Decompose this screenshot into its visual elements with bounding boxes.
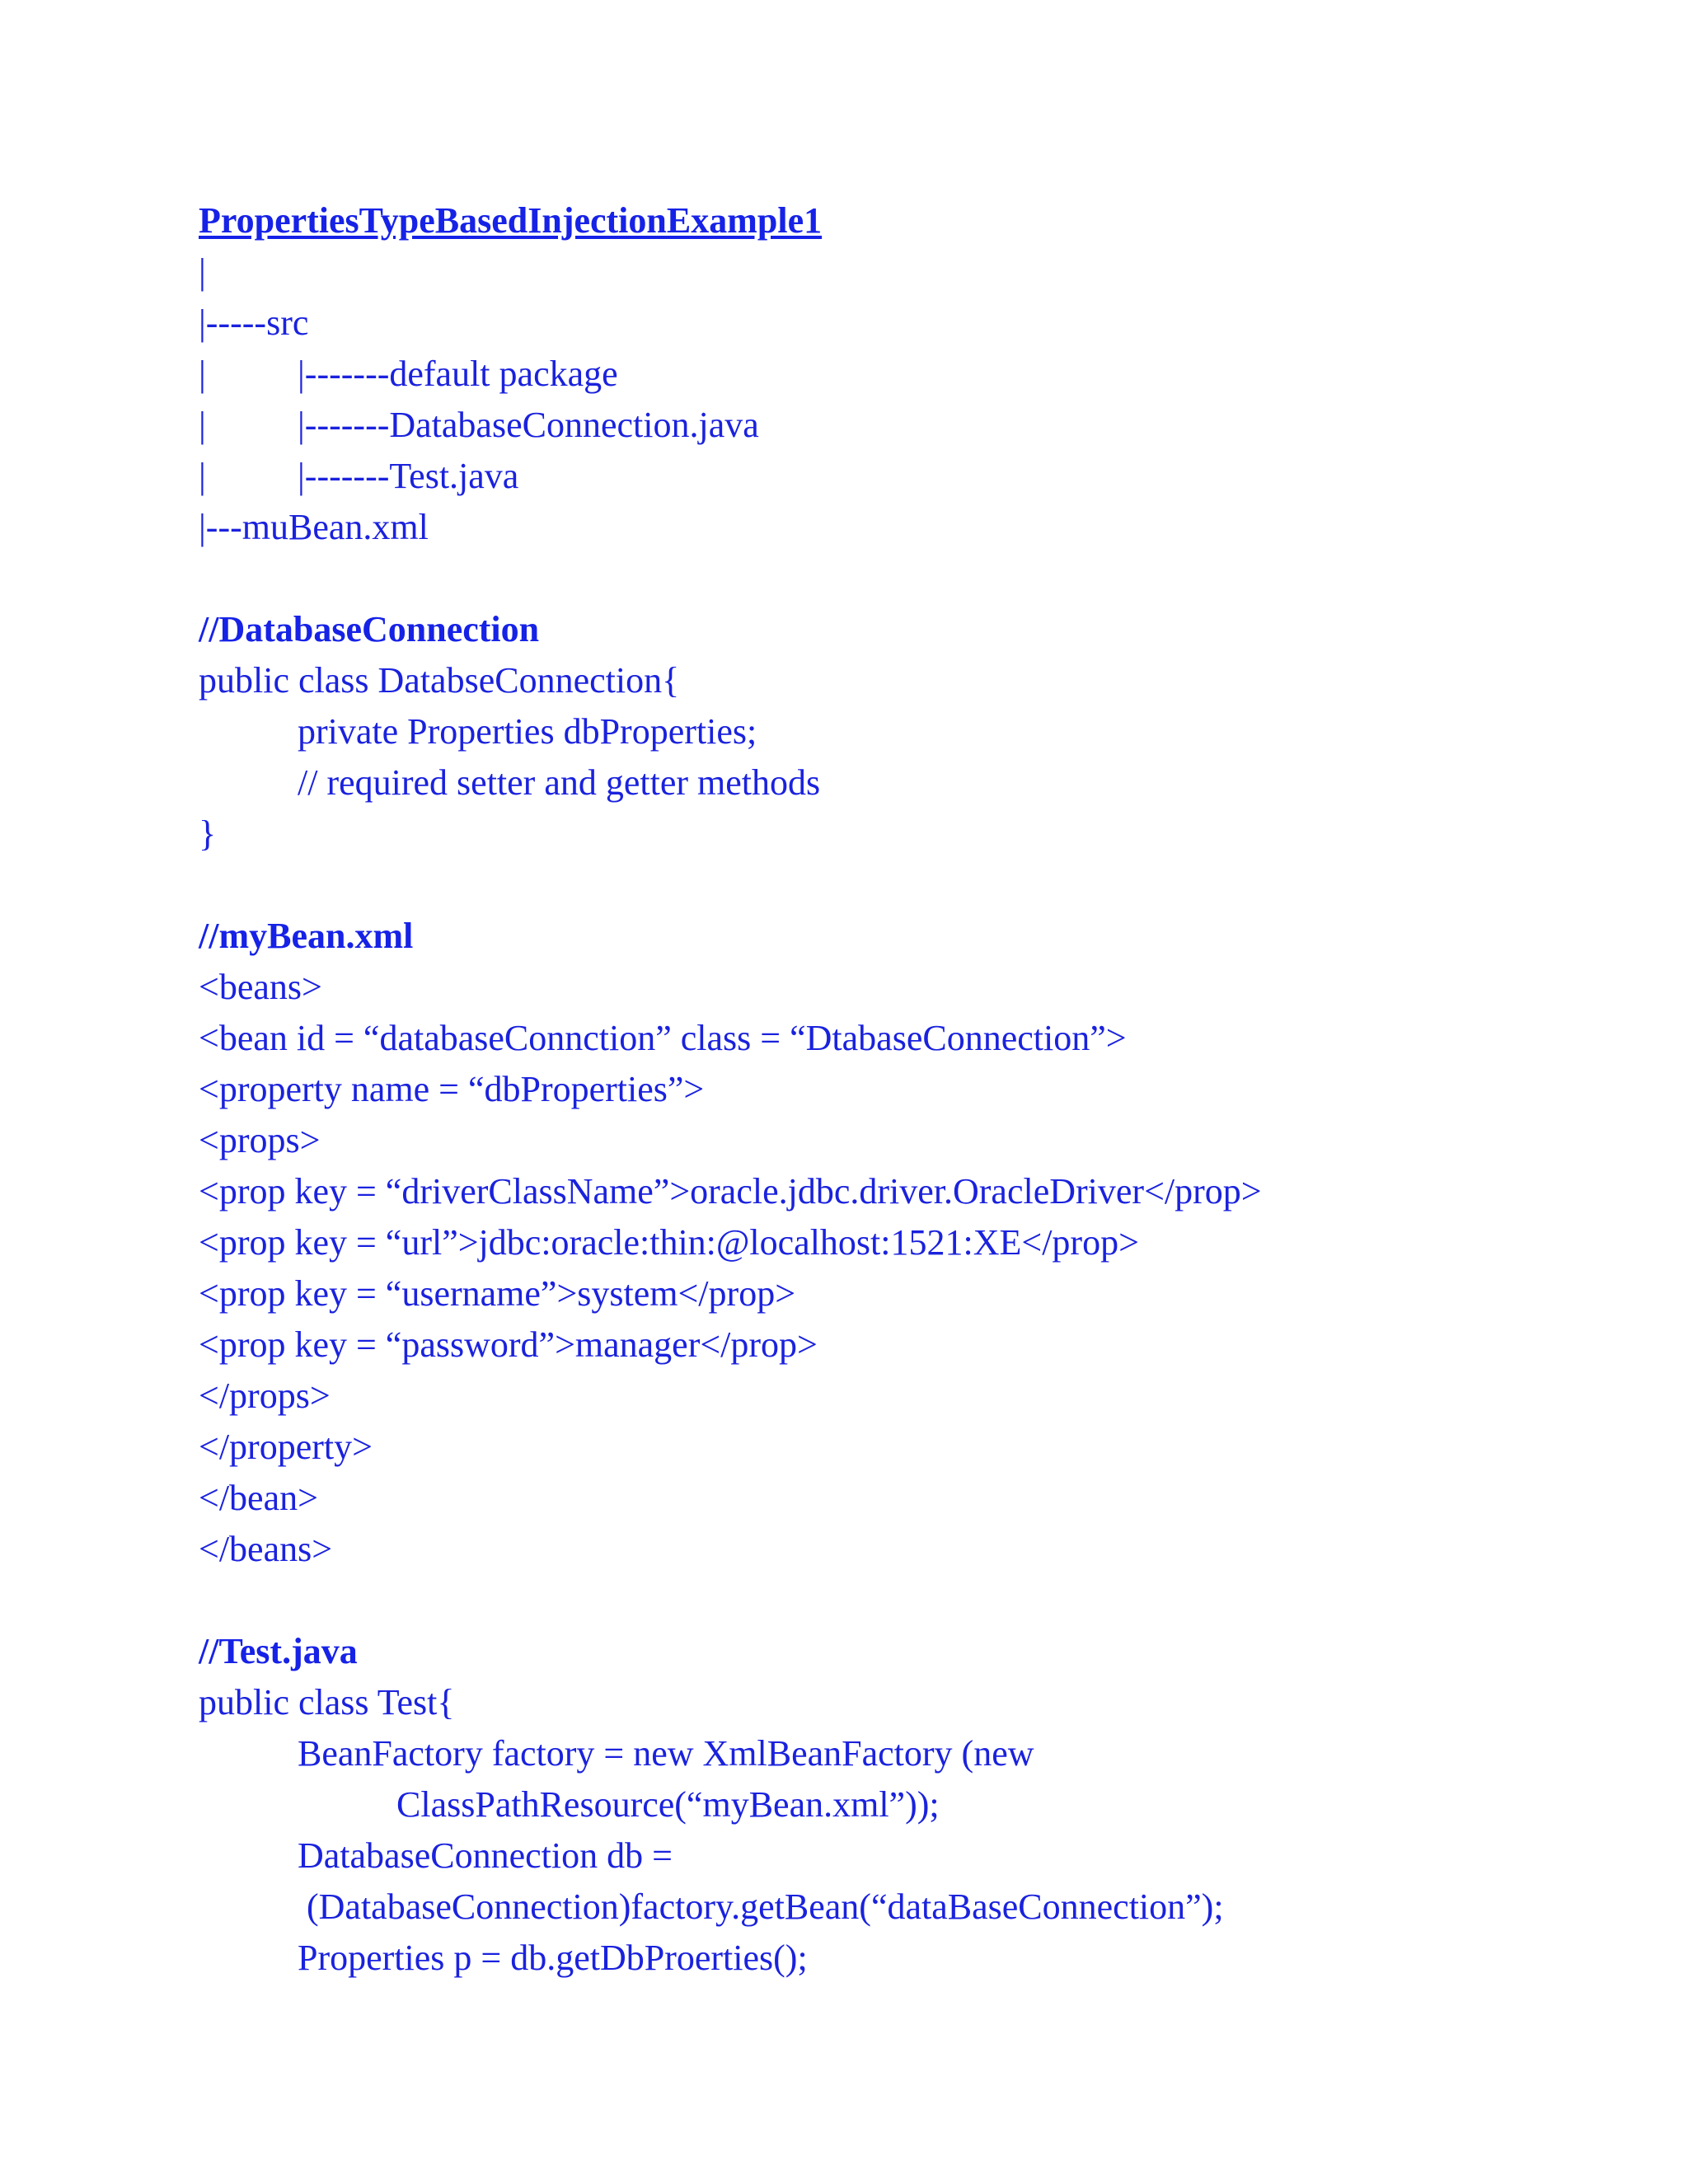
tree-line: |	[199, 251, 206, 292]
code-line: BeanFactory factory = new XmlBeanFactory (new	[298, 1733, 1034, 1774]
section-heading-mybean-xml: //myBean.xml	[199, 916, 414, 956]
tree-line-default-package: |-------default package	[298, 354, 618, 394]
tree-bar: |	[199, 456, 206, 496]
xml-line: </props>	[199, 1376, 331, 1416]
code-line: (DatabaseConnection)factory.getBean(“dataBaseConnection”);	[298, 1886, 1224, 1927]
code-line: ClassPathResource(“myBean.xml”));	[396, 1784, 940, 1825]
code-line: public class DatabseConnection{	[199, 660, 680, 701]
xml-line: <property name = “dbProperties”>	[199, 1069, 705, 1109]
section-heading-database-connection: //DatabaseConnection	[199, 609, 540, 649]
code-line: public class Test{	[199, 1682, 455, 1722]
section-heading-test-java: //Test.java	[199, 1631, 358, 1671]
code-line: DatabaseConnection db =	[298, 1835, 673, 1876]
code-line: Properties p = db.getDbProerties();	[298, 1938, 808, 1978]
code-line: private Properties dbProperties;	[298, 711, 757, 752]
tree-line-src: |-----src	[199, 302, 309, 343]
xml-line: <prop key = “username”>system</prop>	[199, 1273, 796, 1314]
tree-bar: |	[199, 354, 206, 394]
xml-line: </bean>	[199, 1478, 318, 1518]
xml-line: <props>	[199, 1120, 321, 1160]
xml-line: <prop key = “password”>manager</prop>	[199, 1324, 818, 1365]
project-title: PropertiesTypeBasedInjectionExample1	[199, 200, 823, 241]
tree-line-database-connection: |-------DatabaseConnection.java	[298, 405, 759, 445]
code-comment: // required setter and getter methods	[298, 762, 821, 803]
xml-line: </property>	[199, 1427, 373, 1467]
xml-line: <bean id = “databaseConnction” class = “DtabaseConnection”>	[199, 1018, 1127, 1058]
xml-line: <prop key = “url”>jdbc:oracle:thin:@localhost:1521:XE</prop>	[199, 1222, 1139, 1263]
xml-line: </beans>	[199, 1529, 333, 1569]
tree-line-mubean: |---muBean.xml	[199, 507, 429, 547]
xml-line: <prop key = “driverClassName”>oracle.jdbc.driver.OracleDriver</prop>	[199, 1171, 1262, 1212]
tree-bar: |	[199, 405, 206, 445]
tree-line-test-java: |-------Test.java	[298, 456, 519, 496]
xml-line: <beans>	[199, 967, 322, 1007]
code-line: }	[199, 813, 217, 854]
